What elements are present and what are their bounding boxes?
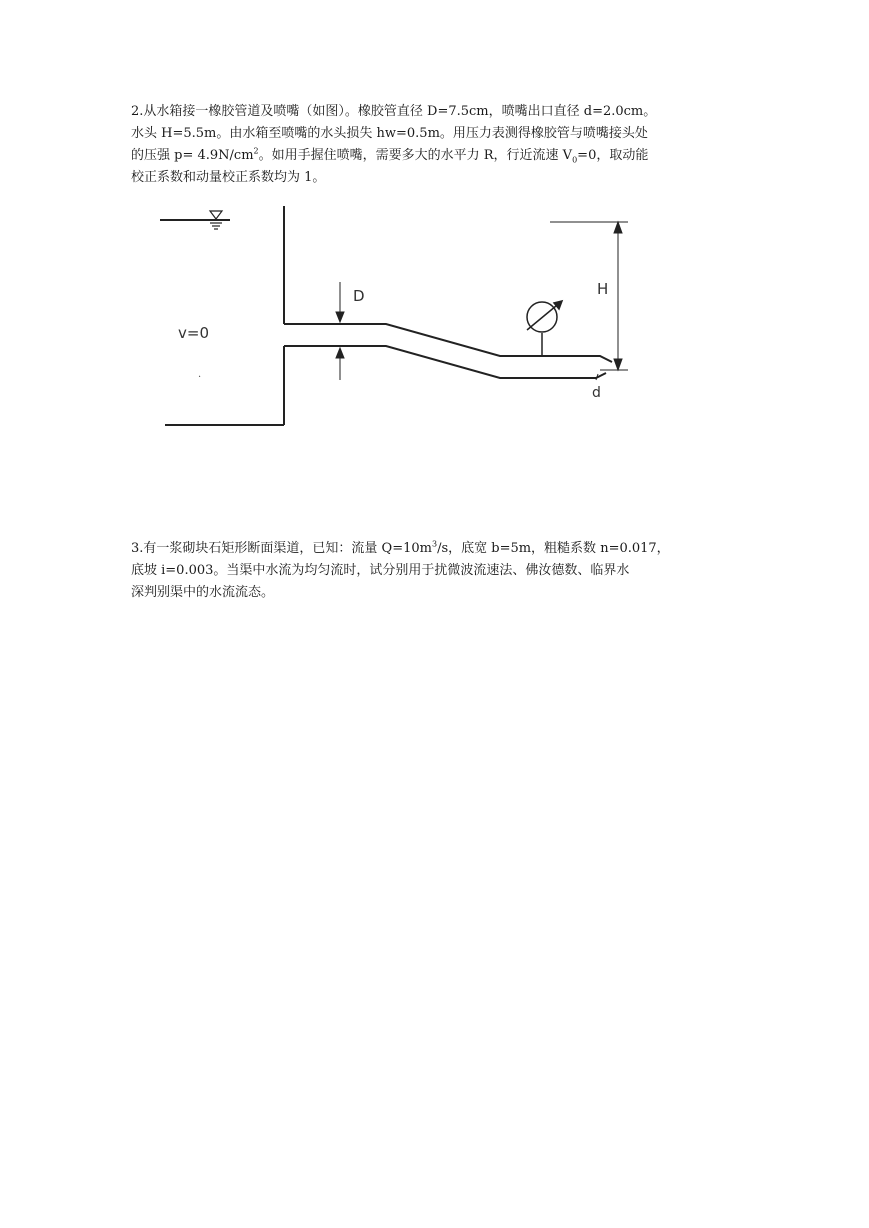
question-2-line-3 — [131, 145, 731, 167]
flow-rate-text: 3.有一浆砌块石矩形断面渠道，已知：流量 Q=10m — [131, 541, 432, 556]
pressure-gauge-icon — [527, 301, 562, 332]
coefficient-text: =0，取动能 — [577, 148, 649, 163]
diameter-D-label: D — [353, 287, 365, 305]
question-2-line-4: 校正系数和动量校正系数均为 1。 — [131, 170, 326, 185]
flow-unit-exponent: 3 — [431, 539, 438, 549]
force-question-text: 。如用手握住喷嘴，需要多大的水平力 R，行近流速 V — [258, 148, 573, 163]
question-2 — [131, 101, 731, 189]
question-3-line-1 — [131, 538, 731, 560]
question-2-line-1: 2.从水箱接一橡胶管道及喷嘴（如图）。橡胶管直径 D=7.5cm，喷嘴出口直径 d=2.0cm。 — [131, 104, 657, 119]
question-2-line-2: 水头 H=5.5m。由水箱至喷嘴的水头损失 hw=0.5m。用压力表测得橡胶管与喷嘴接头处 — [131, 126, 648, 141]
velocity-subscript: 0 — [572, 155, 578, 165]
question-3-line-2: 底坡 i=0.003。当渠中水流为均匀流时，试分别用于扰微波流速法、佛汝德数、临界水 — [131, 563, 630, 578]
question-3 — [131, 538, 731, 604]
unit-exponent: 2 — [253, 146, 259, 156]
head-H-label: H — [597, 280, 609, 298]
channel-params-text: /s，底宽 b=5m，粗糙系数 n=0.017， — [437, 541, 670, 556]
triangle-marker-icon — [210, 211, 222, 219]
diameter-D-dimension — [336, 282, 344, 380]
tank-hose-nozzle-diagram — [160, 200, 650, 440]
nozzle-d-label: d — [592, 385, 601, 401]
svg-text:·: · — [198, 372, 202, 383]
question-3-line-3: 深判别渠中的水流流态。 — [131, 585, 275, 600]
velocity-label: v=0 — [178, 324, 209, 342]
pipe-upper-wall — [284, 324, 612, 362]
head-H-dimension — [550, 222, 628, 370]
pipe-lower-wall — [284, 346, 606, 378]
pressure-text: 的压强 p= 4.9N/cm — [131, 148, 254, 163]
